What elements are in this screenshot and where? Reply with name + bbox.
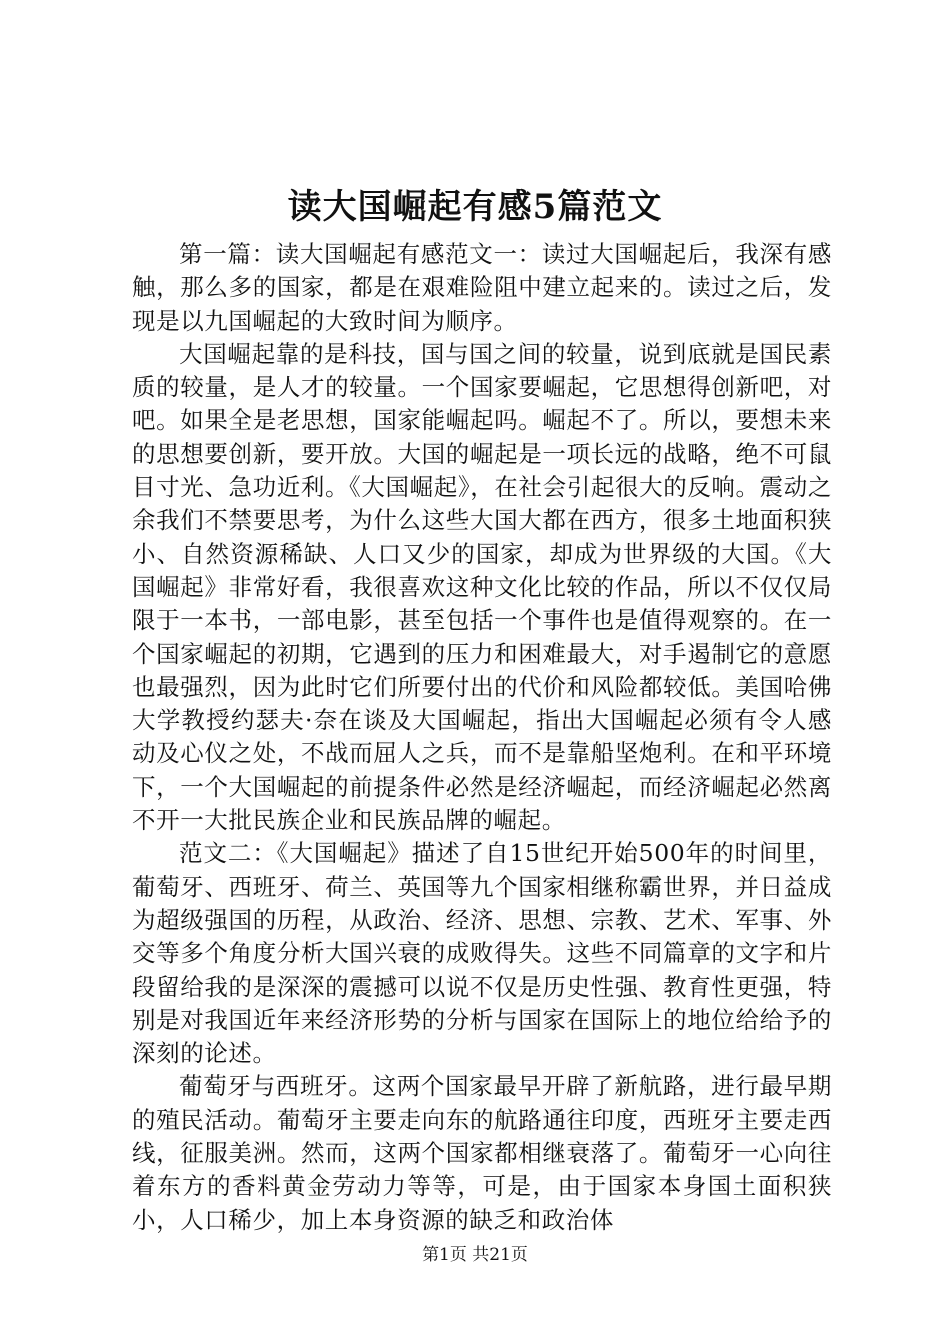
paragraph-3: 范文二：《大国崛起》描述了自15世纪开始500年的时间里，葡萄牙、西班牙、荷兰、英国等九个国家相继称霸世界，并日益成为超级强国的历程，从政治、经济、思想、宗教、艺术、军事、外交等多个角度分析大国兴衰的成败得失。这些不同篇章的文字和片段留给我的是深深的震撼可以说不仅是历史性强、教育性更强，特别是对我国近年来经济形势的分析与国家在国际上的地位给给予的深刻的论述。	[132, 839, 832, 1068]
page-indicator: 第1页 共21页	[422, 1245, 528, 1265]
document-body	[132, 238, 832, 1237]
paragraph-4: 葡萄牙与西班牙。这两个国家最早开辟了新航路，进行最早期的殖民活动。葡萄牙主要走向东的航路通往印度，西班牙主要走西线，征服美洲。然而，这两个国家都相继衰落了。葡萄牙一心向往着东方的香料黄金劳动力等等，可是，由于国家本身国土面积狭小，人口稀少，加上本身资源的缺乏和政治体	[132, 1072, 832, 1234]
paragraph-2: 大国崛起靠的是科技，国与国之间的较量，说到底就是国民素质的较量，是人才的较量。一个国家要崛起，它思想得创新吧，对吧。如果全是老思想，国家能崛起吗。崛起不了。所以，要想未来的思想要创新，要开放。大国的崛起是一项长远的战略，绝不可鼠目寸光、急功近利。《大国崛起》，在社会引起很大的反响。震动之余我们不禁要思考，为什么这些大国大都在西方，很多土地面积狭小、自然资源稀缺、人口又少的国家，却成为世界级的大国。《大国崛起》非常好看，我很喜欢这种文化比较的作品，所以不仅仅局限于一本书，一部电影，甚至包括一个事件也是值得观察的。在一个国家崛起的初期，它遇到的压力和困难最大，对手遏制它的意愿也最强烈，因为此时它们所要付出的代价和风险都较低。美国哈佛大学教授约瑟夫·奈在谈及大国崛起，指出大国崛起必须有令人感动及心仪之处，不战而屈人之兵，而不是靠船坚炮利。在和平环境下，一个大国崛起的前提条件必然是经济崛起，而经济崛起必然离不开一大批民族企业和民族品牌的崛起。	[132, 339, 832, 835]
document-title: 读大国崛起有感5篇范文	[287, 187, 663, 227]
paragraph-1: 第一篇：读大国崛起有感范文一：读过大国崛起后，我深有感触，那么多的国家，都是在艰难险阻中建立起来的。读过之后，发现是以九国崛起的大致时间为顺序。	[132, 240, 832, 335]
